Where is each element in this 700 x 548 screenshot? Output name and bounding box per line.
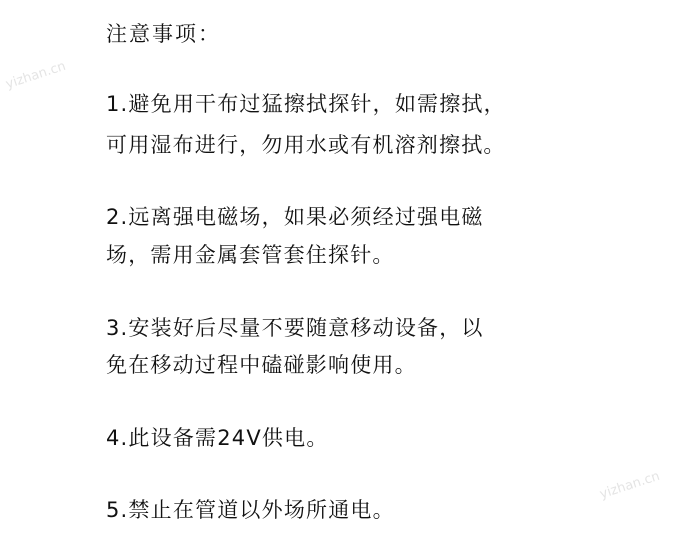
notice-item-2-line-1: 2.远离强电磁场，如果必须经过强电磁 [106, 205, 484, 229]
watermark-left: yizhan.cn [4, 58, 68, 93]
notice-item-3-line-1: 3.安装好后尽量不要随意移动设备，以 [106, 316, 484, 340]
notice-heading: 注意事项： [106, 22, 221, 46]
notice-item-1-line-1: 1.避免用干布过猛擦拭探针，如需擦拭， [106, 92, 506, 116]
notice-item-3-line-2: 免在移动过程中磕碰影响使用。 [106, 353, 417, 377]
notice-item-5: 5.禁止在管道以外场所通电。 [106, 498, 395, 522]
watermark-right: yizhan.cn [598, 468, 662, 503]
notice-item-2-line-2: 场，需用金属套管套住探针。 [106, 243, 395, 267]
notice-item-4: 4.此设备需24V供电。 [106, 426, 329, 450]
notice-item-1-line-2: 可用湿布进行，勿用水或有机溶剂擦拭。 [106, 133, 506, 157]
